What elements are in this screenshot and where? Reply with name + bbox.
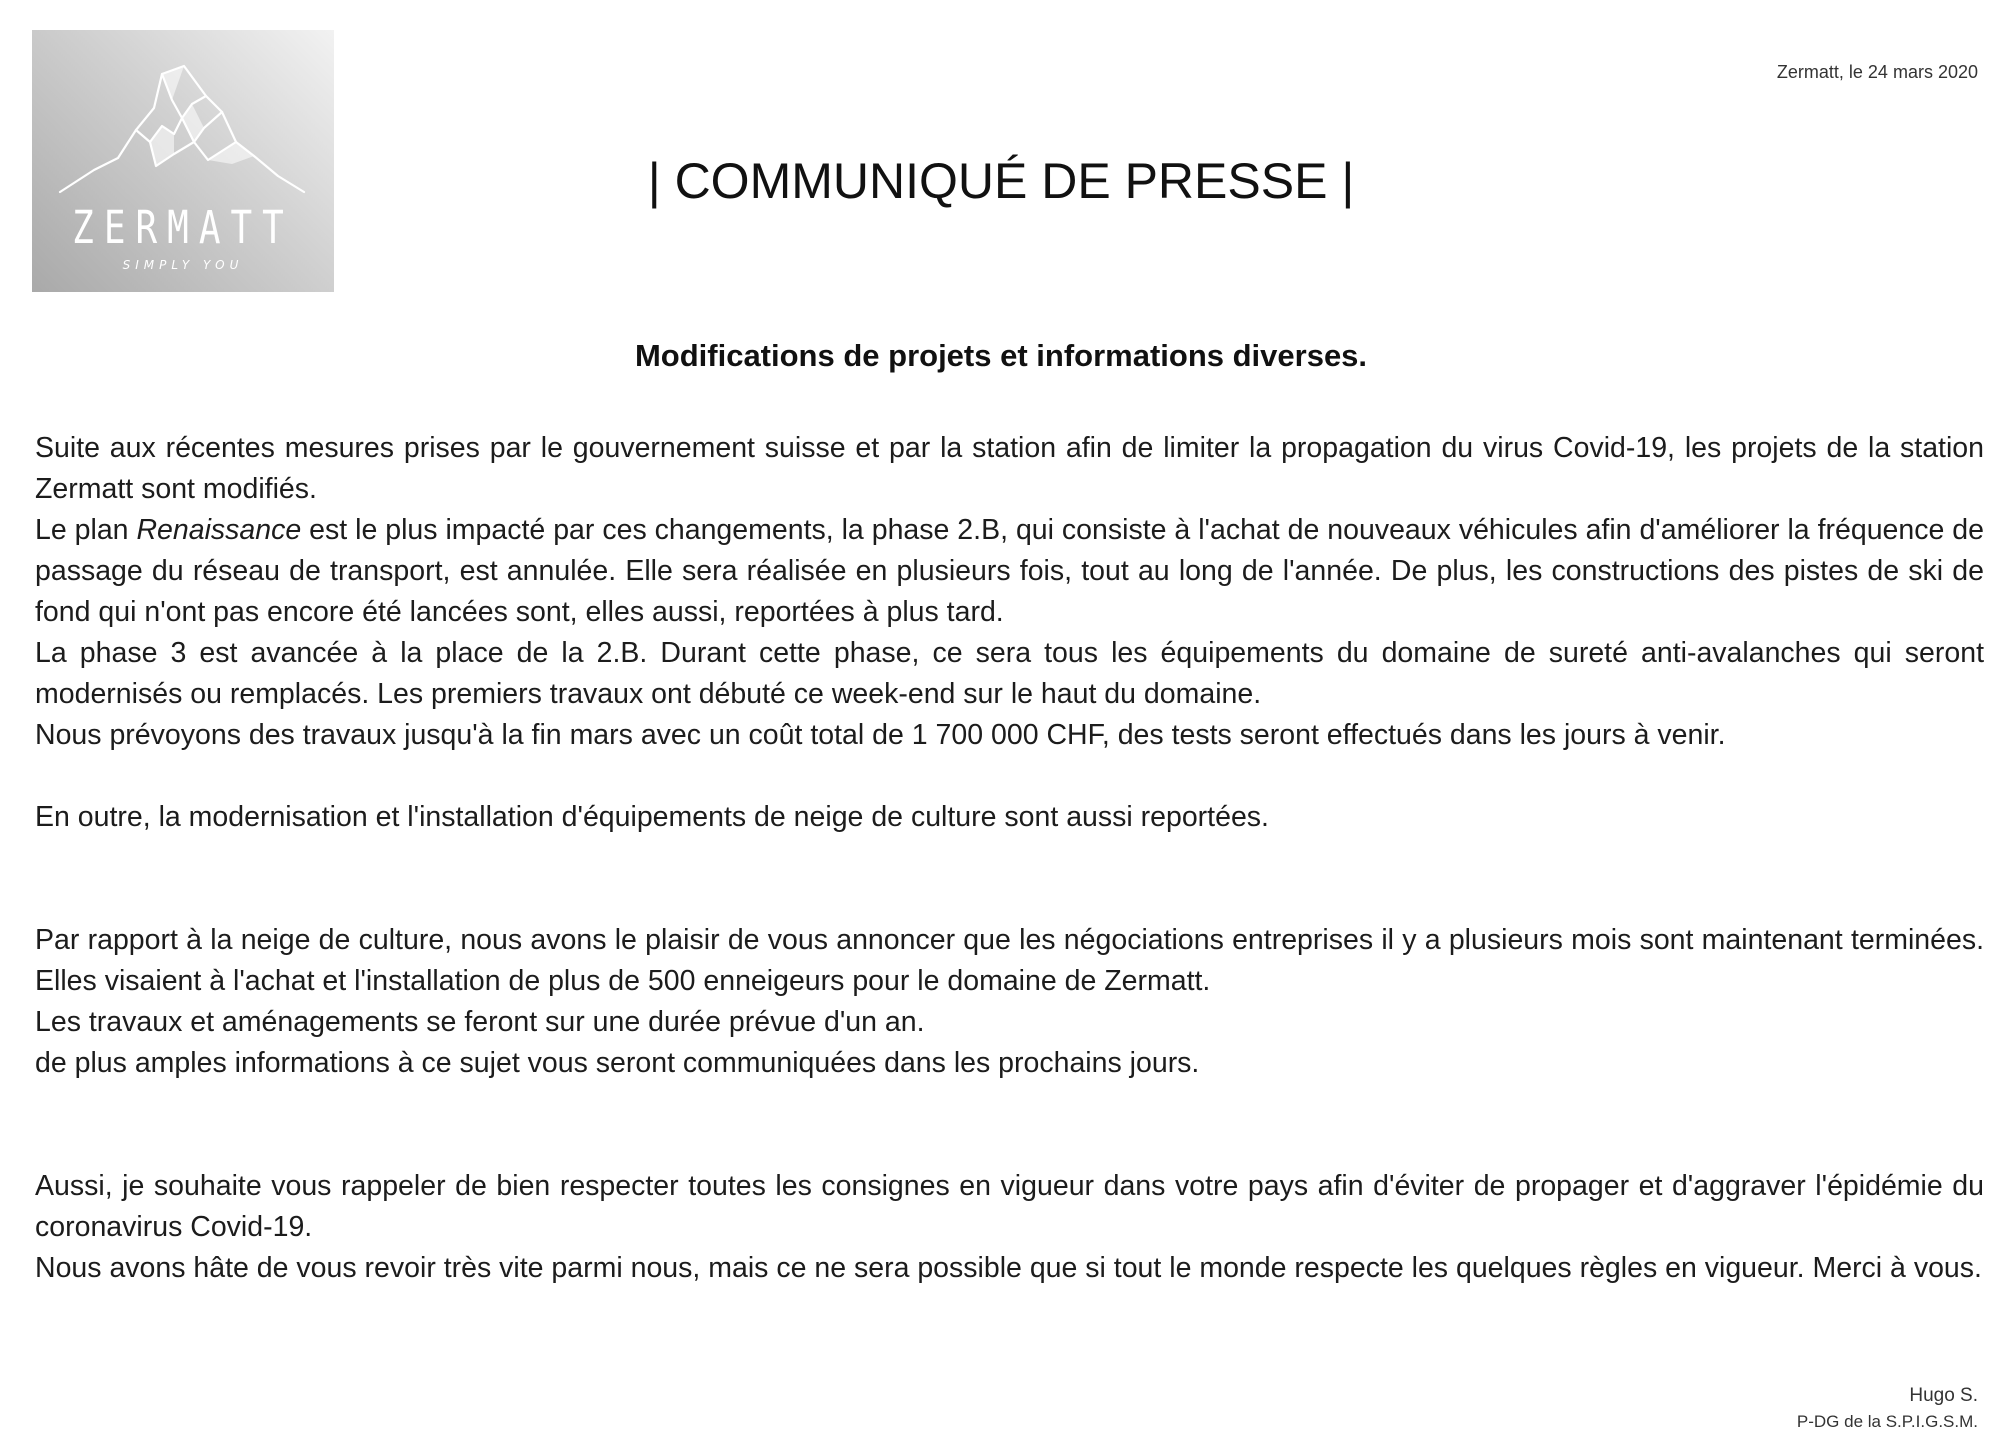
spacer [35,756,1984,797]
paragraph-5: En outre, la modernisation et l'installation d'équipements de neige de culture sont aussi reportées. [35,801,1269,833]
paragraph-2-rest: est le plus impacté par ces changements, la phase 2.B, qui consiste à l'achat de nouveaux véhicules afin d'améliorer la fréquence de passage du réseau de transport, est annulée. Elle sera réalisée en plusieurs fois, tout au long de l'année. De plus, les constructions des pistes de ski de fond qui n'ont pas encore été lancées sont, elles aussi, reportées à plus tard. [35,514,1985,628]
paragraph-2 [35,510,1984,633]
document-body [35,428,1984,1289]
paragraph-3: La phase 3 est avancée à la place de la 2.B. Durant cette phase, ce sera tous les équipements du domaine de sureté anti-avalanches qui seront modernisés ou remplacés. Les premiers travaux ont débuté ce week-end sur le haut du domaine. [35,637,1984,710]
paragraph-7: Les travaux et aménagements se feront sur une durée prévue d'un an. [35,1006,925,1038]
paragraph-9: Aussi, je souhaite vous rappeler de bien respecter toutes les consignes en vigueur dans votre pays afin d'éviter de propager et d'aggraver l'épidémie du coronavirus Covid-19. [35,1170,1984,1243]
paragraph-1: Suite aux récentes mesures prises par le gouvernement suisse et par la station afin de limiter la propagation du virus Covid-19, les projets de la station Zermatt sont modifiés. [35,432,1984,505]
spacer [35,838,1984,920]
signatory-role: P-DG de la S.P.I.G.S.M. [1796,1412,1978,1431]
spacer [35,1084,1984,1166]
page-title: | COMMUNIQUÉ DE PRESSE | [647,153,1355,209]
paragraph-10: Nous avons hâte de vous revoir très vite parmi nous, mais ce ne sera possible que si tout le monde respecte les quelques règles en vigueur. Merci à vous. [35,1252,1982,1284]
logo-wordmark: ZERMATT [72,202,294,255]
signature [1797,1382,1978,1434]
plan-name: Renaissance [136,514,302,546]
document-subject: Modifications de projets et informations diverses. [634,338,1368,373]
logo-tagline: SIMPLY YOU [122,258,244,272]
document-date: Zermatt, le 24 mars 2020 [1776,62,1978,82]
paragraph-8: de plus amples informations à ce sujet vous seront communiquées dans les prochains jours. [35,1047,1200,1079]
paragraph-4: Nous prévoyons des travaux jusqu'à la fin mars avec un coût total de 1 700 000 CHF, des tests seront effectués dans les jours à venir. [35,719,1726,751]
paragraph-6: Par rapport à la neige de culture, nous avons le plaisir de vous annoncer que les négociations entreprises il y a plusieurs mois sont maintenant terminées. Elles visaient à l'achat et l'installation de plus de 500 enneigeurs pour le domaine de Zermatt. [35,924,1984,997]
signatory-name: Hugo S. [1909,1385,1978,1406]
paragraph-2-start: Le plan [35,514,137,546]
